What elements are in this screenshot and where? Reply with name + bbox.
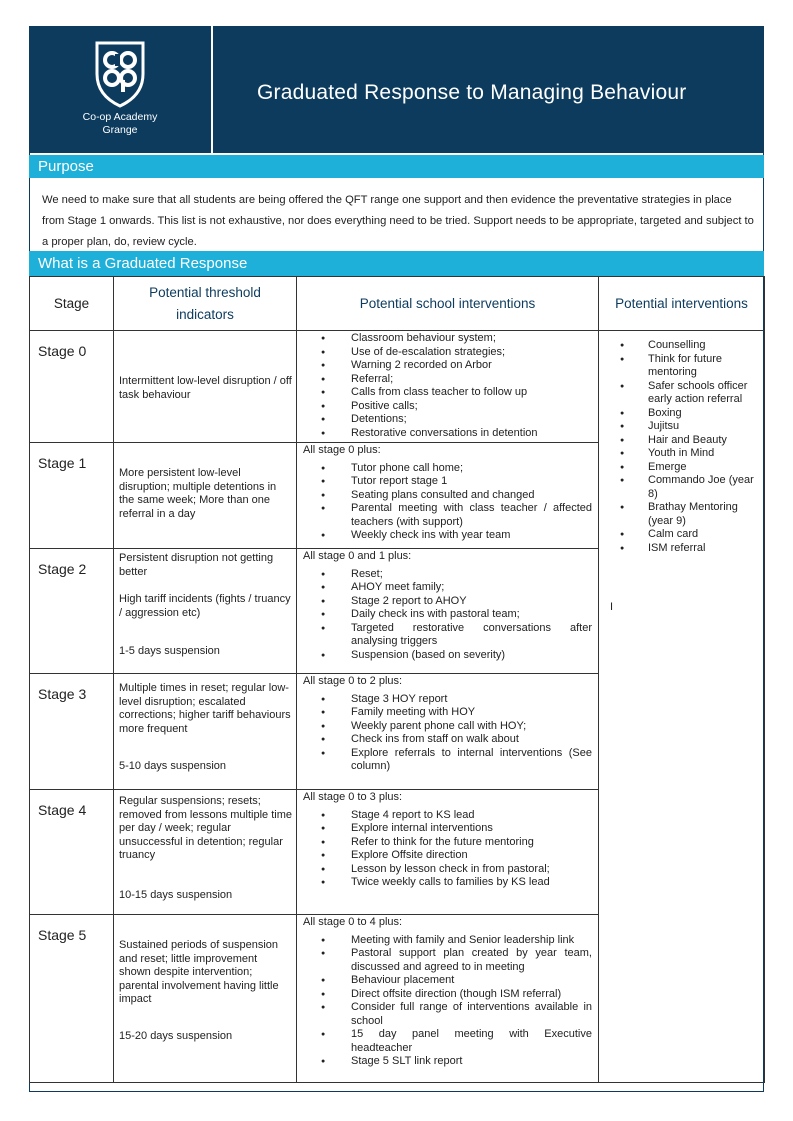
threshold-text: 5-10 days suspension bbox=[119, 760, 227, 772]
threshold-text: Persistent disruption not getting better bbox=[119, 552, 274, 578]
purpose-text: We need to make sure that all students are being offered the QFT range one support and then evidence the preventative strategies in place from Stage 1 onwards. This list is not exhaustive, nor does everything need to be tried. Support needs to be appropriate, targeted and subject to a proper plan, do, review cycle. bbox=[42, 194, 754, 248]
intervention-item: ● Pastoral support plan created by year team, discussed and agreed to in meeting bbox=[303, 947, 592, 974]
potential-intervention-item: ● ISM referral bbox=[603, 542, 760, 556]
intervention-item: ● Weekly parent phone call with HOY; bbox=[303, 720, 592, 734]
threshold-text: Sustained periods of suspension and reset; little improvement shown despite intervention; parental involvement having little impact bbox=[119, 939, 279, 1005]
table-body bbox=[30, 331, 765, 1083]
stage-label: Stage 0 bbox=[38, 343, 87, 359]
intervention-item: ● Targeted restorative conversations after analysing triggers bbox=[303, 622, 592, 649]
stray-character: I bbox=[610, 601, 614, 613]
intervention-item: ● Referral; bbox=[303, 373, 592, 387]
intervention-item: ● Stage 2 report to AHOY bbox=[303, 595, 592, 609]
intervention-item: ● Seating plans consulted and changed bbox=[303, 489, 592, 503]
stage-label: Stage 2 bbox=[38, 561, 87, 577]
logo-line-2: Grange bbox=[102, 124, 138, 136]
potential-intervention-item: ● Calm card bbox=[603, 528, 760, 542]
logo-line-1: Co-op Academy bbox=[82, 111, 158, 123]
intervention-item: ● Lesson by lesson check in from pastoral; bbox=[303, 863, 592, 877]
interventions-lead: All stage 0 to 2 plus: bbox=[303, 675, 403, 687]
intervention-item: ● Weekly check ins with year team bbox=[303, 529, 592, 543]
potential-intervention-item: ● Boxing bbox=[603, 407, 760, 421]
coop-shield-logo-icon bbox=[93, 40, 147, 108]
intervention-item: ● Parental meeting with class teacher / affected teachers (with support) bbox=[303, 502, 592, 529]
threshold-text: 15-20 days suspension bbox=[119, 1029, 233, 1042]
intervention-item: ● Stage 5 SLT link report bbox=[303, 1055, 592, 1069]
intervention-item: ● Explore Offsite direction bbox=[303, 849, 592, 863]
header-threshold: Potential threshold indicators bbox=[114, 277, 297, 331]
header-school-interventions: Potential school interventions bbox=[297, 277, 599, 331]
threshold-text: Intermittent low-level disruption / off task behaviour bbox=[119, 375, 292, 401]
potential-interventions-cell bbox=[599, 331, 765, 1083]
intervention-item: ● Reset; bbox=[303, 568, 592, 582]
potential-intervention-item: ● Safer schools officer early action referral bbox=[603, 380, 760, 407]
intervention-item: ● Refer to think for the future mentoring bbox=[303, 836, 592, 850]
header-stage: Stage bbox=[30, 277, 114, 331]
intervention-item: ● 15 day panel meeting with Executive headteacher bbox=[303, 1028, 592, 1055]
intervention-item: ● Consider full range of interventions available in school bbox=[303, 1001, 592, 1028]
threshold-text: 10-15 days suspension bbox=[119, 888, 233, 901]
intervention-item: ● Direct offsite direction (though ISM referral) bbox=[303, 988, 592, 1002]
threshold-text: More persistent low-level disruption; multiple detentions in the same week; More than one referral in a day bbox=[119, 467, 277, 520]
purpose-heading: Purpose bbox=[29, 155, 764, 178]
intervention-item: ● Restorative conversations in detention bbox=[303, 427, 592, 441]
intervention-item: ● Explore referrals to internal interventions (See column) bbox=[303, 747, 592, 774]
potential-intervention-item: ● Commando Joe (year 8) bbox=[603, 474, 760, 501]
intervention-item: ● AHOY meet family; bbox=[303, 581, 592, 595]
intervention-item: ● Warning 2 recorded on Arbor bbox=[303, 359, 592, 373]
interventions-lead: All stage 0 to 3 plus: bbox=[303, 791, 403, 803]
graduated-response-table bbox=[29, 276, 765, 1083]
intervention-item: ● Behaviour placement bbox=[303, 974, 592, 988]
intervention-item: ● Family meeting with HOY bbox=[303, 706, 592, 720]
potential-intervention-item: ● Emerge bbox=[603, 461, 760, 475]
potential-intervention-item: ● Brathay Mentoring (year 9) bbox=[603, 501, 760, 528]
intervention-item: ● Tutor report stage 1 bbox=[303, 475, 592, 489]
potential-intervention-item: ● Jujitsu bbox=[603, 420, 760, 434]
interventions-lead: All stage 0 and 1 plus: bbox=[303, 550, 412, 562]
interventions-lead: All stage 0 to 4 plus: bbox=[303, 916, 403, 928]
interventions-lead: All stage 0 plus: bbox=[303, 444, 381, 456]
intervention-item: ● Explore internal interventions bbox=[303, 822, 592, 836]
intervention-item: ● Use of de-escalation strategies; bbox=[303, 346, 592, 360]
stage-label: Stage 4 bbox=[38, 802, 87, 818]
header-divider bbox=[211, 26, 213, 153]
stage-label: Stage 3 bbox=[38, 686, 87, 702]
stage-label: Stage 1 bbox=[38, 455, 87, 471]
threshold-text: High tariff incidents (fights / truancy / aggression etc) bbox=[119, 593, 291, 619]
intervention-item: ● Check ins from staff on walk about bbox=[303, 733, 592, 747]
stage-label: Stage 5 bbox=[38, 927, 87, 943]
intervention-item: ● Daily check ins with pastoral team; bbox=[303, 608, 592, 622]
intervention-item: ● Stage 3 HOY report bbox=[303, 693, 592, 707]
document-title: Graduated Response to Managing Behaviour bbox=[257, 81, 687, 104]
intervention-item: ● Detentions; bbox=[303, 413, 592, 427]
section-heading: What is a Graduated Response bbox=[29, 251, 764, 276]
intervention-item: ● Twice weekly calls to families by KS lead bbox=[303, 876, 592, 890]
intervention-item: ● Positive calls; bbox=[303, 400, 592, 414]
potential-intervention-item: ● Counselling bbox=[603, 339, 760, 353]
logo bbox=[29, 26, 211, 153]
intervention-item: ● Tutor phone call home; bbox=[303, 462, 592, 476]
intervention-item: ● Meeting with family and Senior leadership link bbox=[303, 934, 592, 948]
potential-intervention-item: ● Think for future mentoring bbox=[603, 353, 760, 380]
intervention-item: ● Stage 4 report to KS lead bbox=[303, 809, 592, 823]
table-row bbox=[30, 331, 765, 443]
intervention-item: ● Suspension (based on severity) bbox=[303, 649, 592, 663]
intervention-item: ● Calls from class teacher to follow up bbox=[303, 386, 592, 400]
threshold-text: Regular suspensions; resets; removed from lessons multiple time per day / week; regular unsuccessful in detention; regular truancy bbox=[119, 795, 293, 861]
potential-intervention-item: ● Hair and Beauty bbox=[603, 434, 760, 448]
header-potential-interventions: Potential interventions bbox=[599, 277, 765, 331]
threshold-text: Multiple times in reset; regular low-level disruption; escalated corrections; higher tariff behaviours more frequent bbox=[119, 682, 291, 735]
threshold-text: 1-5 days suspension bbox=[119, 645, 220, 657]
intervention-item: ● Classroom behaviour system; bbox=[303, 332, 592, 346]
header-banner bbox=[29, 26, 764, 153]
potential-intervention-item: ● Youth in Mind bbox=[603, 447, 760, 461]
